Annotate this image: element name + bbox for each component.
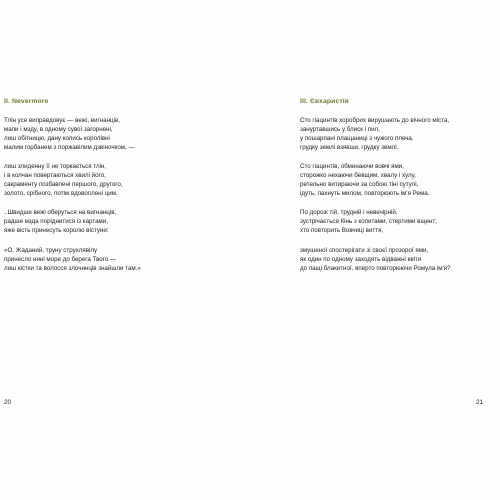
poem-line: радше мзда поріднитися із картами, xyxy=(4,218,108,226)
poem-line: «О, Жаданий, труну струхлявілу xyxy=(4,246,98,254)
stanza xyxy=(4,247,141,274)
poem-line: принесло нині море до берега Твого — xyxy=(4,255,117,263)
poem-line: зануртавшись у блиск і пил, xyxy=(300,125,380,133)
page-number: 20 xyxy=(4,399,12,406)
poem-heading: II. Nevermore xyxy=(4,98,49,105)
stanza xyxy=(300,247,450,274)
poem-line: і в колчан повертаються хвилі його, xyxy=(4,172,106,180)
poem-line: золото, срібного, потім вдовоплені цим. xyxy=(4,189,118,197)
poem-line: зустрічається Кінь з копитами, стертими вщент; xyxy=(300,218,437,226)
poem-body xyxy=(300,117,450,284)
poem-line: лиш кістки та волосся злочинців знайшли там.» xyxy=(4,264,141,272)
poem-line: сакраменту позбавлені першого, другого, xyxy=(4,181,123,189)
stanza xyxy=(300,117,450,153)
stanza xyxy=(4,163,141,199)
poem-line: ..Швидше вежі оберуться на вигнанців, xyxy=(4,209,117,217)
poem-heading: III. Євхаристія xyxy=(300,98,349,105)
poem-line: до пащі блакитної, вперто повторюючи Ромула ім'я? xyxy=(300,264,451,272)
poem-line: малим горбанем з поржавілим дзвіночком, — xyxy=(4,143,135,151)
page-number: 21 xyxy=(476,399,484,406)
poem-line: По дорозі тій, трудній і невечірній, xyxy=(300,209,398,217)
poem-line: як один по одному заходять відважні квіти xyxy=(300,255,422,263)
stanza xyxy=(300,163,450,199)
poem-line: лиш злиденну її не торкається тлін, xyxy=(4,163,107,171)
poem-line: змушеної спостерігати зі своєї прозорої ями, xyxy=(300,246,429,254)
poem-line: у пошарпані плащаниці з чужого плеча, xyxy=(300,134,414,142)
poem-line: ретельно витираючи за собою тіні сутулі, xyxy=(300,181,419,189)
poem-line: Тлін усе виправдовує — вежі, вигнанців, xyxy=(4,117,120,124)
poem-line: Сто гіацинтів хоробрих вирушають до вічного міста, xyxy=(300,117,450,124)
poem-line: грудку землі взявши, грудку землі. xyxy=(300,143,399,151)
poem-line: ідуть, пахнуть милом, повторюють ім'я Рема. xyxy=(300,189,430,197)
poem-line: хто повторить Вовчиці виття, xyxy=(300,227,384,235)
stanza xyxy=(300,209,450,236)
poem-line: сторожко нехаючи бевщим, хвалу і хулу, xyxy=(300,172,416,180)
poem-line: мапи і мзду, в одному сувої загорнені, xyxy=(4,125,113,133)
poem-line: Сто гіацинтів, обминаючи вовчі ями, xyxy=(300,163,404,171)
stanza xyxy=(4,117,141,153)
right-page xyxy=(250,0,500,500)
poem-line: яже вість принесуть королю вістуни: xyxy=(4,227,109,235)
stanza xyxy=(4,209,141,236)
poem-body xyxy=(4,117,141,284)
poem-line: лиш обітницю, дану колись королівні xyxy=(4,134,110,142)
